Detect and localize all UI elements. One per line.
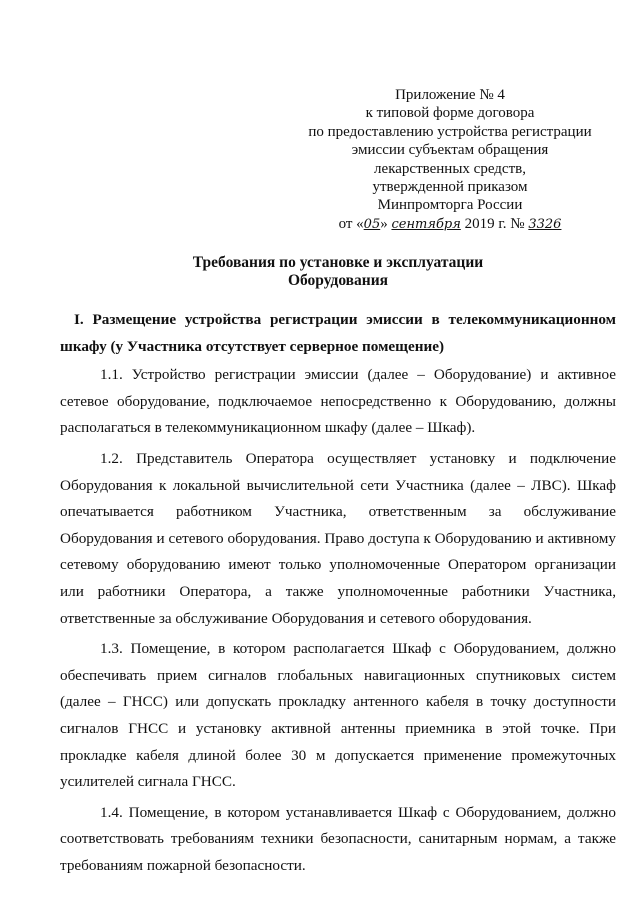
- appendix-line: утвержденной приказом: [372, 179, 528, 196]
- document-body: [60, 307, 616, 879]
- order-number-handwritten: 3326: [528, 216, 562, 232]
- date-mid: »: [380, 215, 388, 232]
- date-year: 2019 г. №: [464, 215, 525, 232]
- paragraph-1-4: 1.4. Помещение, в котором устанавливается Шкаф с Оборудованием, должно соответствовать требованиям техники безопасности, санитарным нормам, а также требованиям пожарной безопасности.: [60, 803, 616, 874]
- date-day-handwritten: 05: [363, 216, 381, 232]
- appendix-line: лекарственных средств,: [374, 160, 526, 177]
- paragraph-1-2: 1.2. Представитель Оператора осуществляет установку и подключение Оборудования к локальной вычислительной сети Участника (далее – ЛВС). Шкаф опечатывается работником Участника, ответственным за обслуживание Оборудования и сетевого оборудования. Право доступа к Оборудованию и активному сетевому оборудованию имеют только уполномоченные Оператором организации или работники Оператора, а также уполномоченные работники Участника, ответственные за обслуживание Оборудования и сетевого оборудования.: [60, 449, 616, 627]
- date-month-handwritten: сентября: [391, 216, 461, 232]
- order-date-line: [300, 215, 600, 234]
- appendix-line: к типовой форме договора: [365, 105, 535, 122]
- appendix-header: [300, 86, 600, 234]
- appendix-line: эмиссии субъектам обращения: [351, 142, 549, 159]
- document-title: [60, 254, 616, 290]
- date-prefix: от «: [338, 215, 364, 232]
- section-heading: I. Размещение устройства регистрации эмиссии в телекоммуникационном шкафу (у Участника отсутствует серверное помещение): [60, 311, 616, 355]
- paragraph-1-3: 1.3. Помещение, в котором располагается Шкаф с Оборудованием, должно обеспечивать прием сигналов глобальных навигационных спутниковых систем (далее – ГНСС) или допускать прокладку антенного кабеля в точку доступности сигналов ГНСС и установку активной антенны приемника в этой точке. При прокладке кабеля длиной более 30 м допускается применение промежуточных усилителей сигнала ГНСС.: [60, 640, 616, 791]
- appendix-line: Минпромторга России: [377, 197, 523, 214]
- title-line: Оборудования: [287, 272, 389, 289]
- title-line: Требования по установке и эксплуатации: [192, 254, 484, 271]
- appendix-line: по предоставлению устройства регистрации: [308, 123, 592, 140]
- paragraph-1-1: 1.1. Устройство регистрации эмиссии (далее – Оборудование) и активное сетевое оборудование, подключаемое непосредственно к Оборудованию, должны располагаться в телекоммуникационном шкафу (далее – Шкаф).: [60, 366, 616, 437]
- appendix-number: Приложение № 4: [395, 87, 505, 103]
